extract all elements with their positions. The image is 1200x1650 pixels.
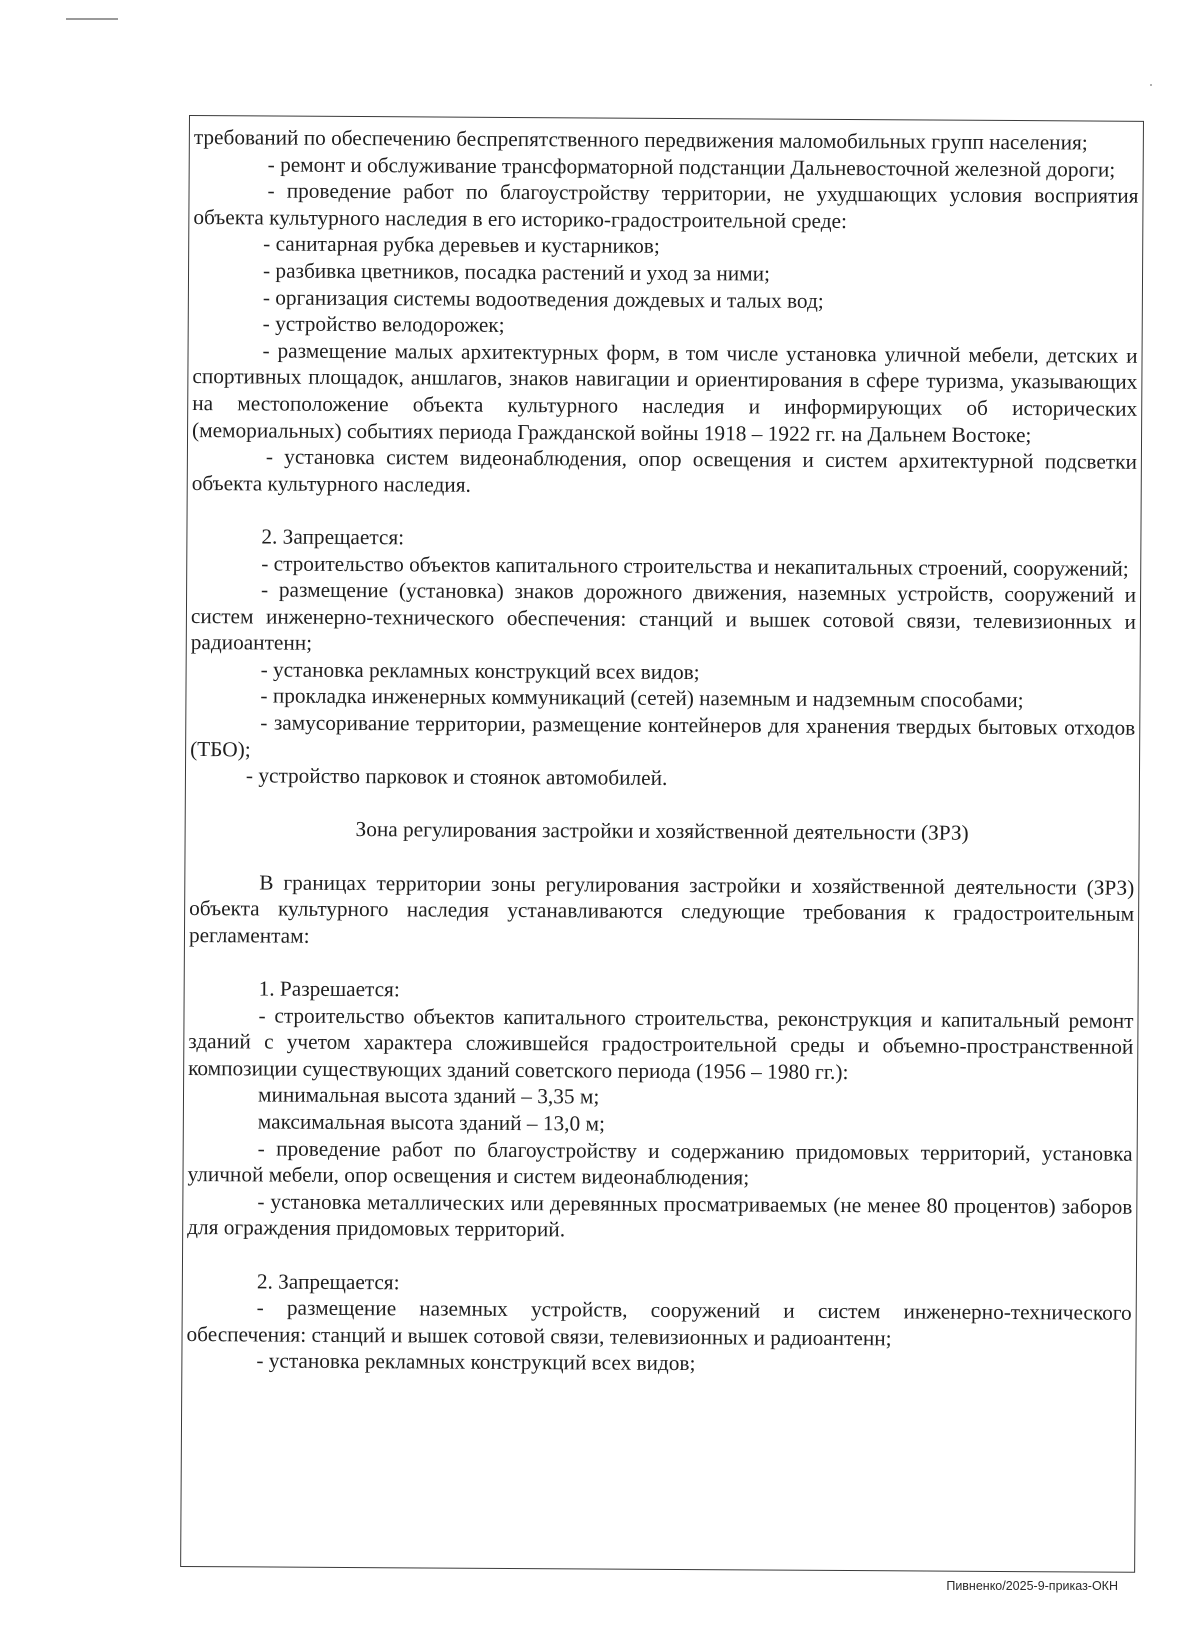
section-heading: 2. Запрещается:: [261, 524, 405, 550]
list-item: - размещение наземных устройств, сооружений и систем инженерно-технического обеспечения: станций и вышек сотовой связи, телевизионных и радиоантенн;: [186, 1295, 1132, 1351]
list-item: - ремонт и обслуживание трансформаторной подстанции Дальневосточной железной дороги;: [267, 152, 1116, 182]
list-item: - проведение работ по благоустройству территории, не ухудшающих условия восприятия объекта культурного наследия в его историко-градостроительной среде:: [193, 178, 1139, 233]
document-reference: Пивненко/2025-9-приказ-ОКН: [946, 1579, 1118, 1593]
list-item: - установка рекламных конструкций всех видов;: [256, 1348, 696, 1376]
list-item: - проведение работ по благоустройству и содержанию придомовых территорий, установка уличной мебели, опор освещения и систем видеонаблюдения;: [187, 1136, 1133, 1190]
list-item: - строительство объектов капитального строительства, реконструкция и капитальный ремонт зданий с учетом характера сложившейся градостроительной среды и объемно-пространственной композиции существующих зданий советского периода (1956 – 1980 гг.):: [188, 1003, 1134, 1084]
section-heading: 2. Запрещается:: [256, 1268, 400, 1294]
zone-title: Зона регулирования застройки и хозяйственной деятельности (ЗРЗ): [355, 817, 969, 846]
scan-artifact-line: [66, 18, 118, 20]
list-item: - замусоривание территории, размещение контейнеров для хранения твердых бытовых отходов (ТБО);: [190, 710, 1136, 762]
list-item: максимальная высота зданий – 13,0 м;: [257, 1109, 605, 1136]
list-item: - устройство велодорожек;: [262, 311, 505, 338]
document-frame: [180, 115, 1144, 1573]
list-item: - размещение малых архитектурных форм, в том числе установка уличной мебели, детских и спортивных площадок, аншлагов, знаков навигации и ориентирования в сфере туризма, указывающих на местоположение объекта культурного наследия и информирующих об исторических (мемориальных) событиях периода Гражданской войны 1918 – 1922 гг. на Дальнем Востоке;: [192, 338, 1138, 447]
paragraph: требований по обеспечению беспрепятственного передвижения маломобильных групп населения;: [193, 125, 1088, 155]
list-item: - прокладка инженерных коммуникаций (сетей) наземным и надземным способами;: [260, 683, 1024, 713]
list-item: минимальная высота зданий – 3,35 м;: [257, 1082, 600, 1109]
list-item: - установка рекламных конструкций всех видов;: [260, 657, 700, 685]
list-item: - разбивка цветников, посадка растений и уход за ними;: [262, 258, 771, 286]
document-body: [186, 124, 1139, 1380]
list-item: - санитарная рубка деревьев и кустарников;: [263, 231, 660, 259]
list-item: - строительство объектов капитального строительства и некапитальных строений, сооружений;: [261, 550, 1129, 581]
list-item: - размещение (установка) знаков дорожного движения, наземных устройств, сооружений и систем инженерно-технического обеспечения: станций и вышек сотовой связи, телевизионных и радиоантенн;: [190, 577, 1137, 656]
paragraph: В границах территории зоны регулирования застройки и хозяйственной деятельности (ЗРЗ) объекта культурного наследия устанавливаются следующие требования к градостроительным регламентам:: [188, 870, 1135, 948]
list-item: - установка металлических или деревянных просматриваемых (не менее 80 процентов) заборов для ограждения придомовых территорий.: [187, 1189, 1133, 1242]
list-item: - устройство парковок и стоянок автомобилей.: [245, 763, 668, 791]
list-item: - установка систем видеонаблюдения, опор освещения и систем архитектурной подсветки объекта культурного наследия.: [191, 444, 1137, 497]
list-item: - организация системы водоотведения дождевых и талых вод;: [262, 285, 824, 313]
scan-artifact-dot: [1150, 84, 1152, 86]
section-heading: 1. Разрешается:: [258, 976, 400, 1002]
